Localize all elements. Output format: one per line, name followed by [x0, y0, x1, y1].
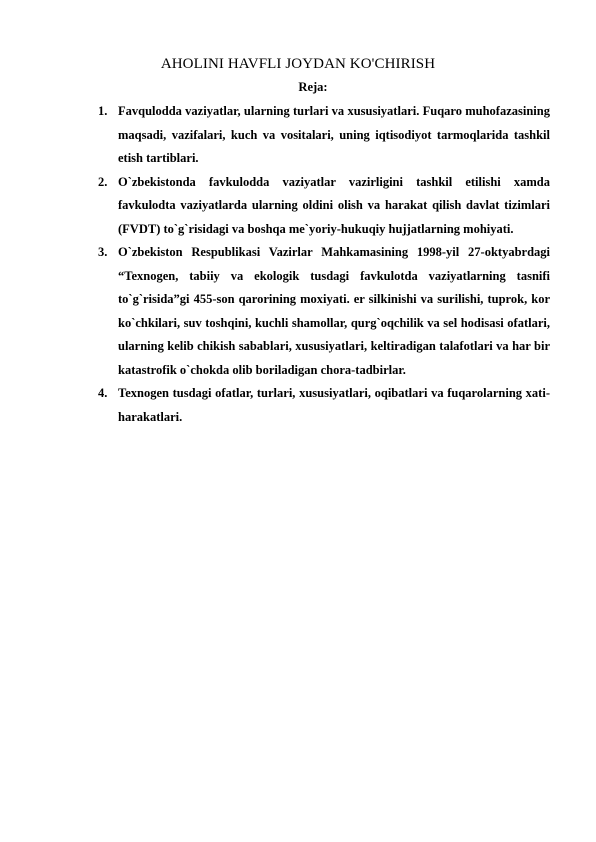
plan-item-text: O`zbekiston Respublikasi Vazirlar Mahkamasining 1998-yil 27-oktyabrdagi “Texnogen, tabiiy va ekologik tusdagi favkulotda vaziyatlarning tasnifi to`g`risida”gi 455-son qarorining moxiyati. er silkinishi va surilishi, tuprok, kor ko`chkilari, suv toshqini, kuchli shamollar, qurg`oqchilik va sel hodisasi ofatlari, ularning kelib chikish sabablari, xususiyatlari, keltiradigan talafotlari va har bir katastrofik o`chokda olib boriladigan chora-tadbirlar. — [118, 245, 550, 377]
plan-item-number: 4. — [98, 386, 108, 400]
plan-item-3 — [86, 241, 550, 382]
plan-item-number: 3. — [98, 245, 108, 259]
plan-item-2 — [86, 171, 550, 242]
plan-item-number: 2. — [98, 174, 108, 189]
document-title: AHOLINI HAVFLI JOYDAN KO'CHIRISH — [160, 56, 436, 72]
plan-item-4 — [86, 382, 550, 429]
plan-item-text: O`zbekistonda favkulodda vaziyatlar vazirligini tashkil etilishi xamda favkulodta vaziyatlarda ularning oldini olish va harakat qilish davlat tizimlari (FVDT) to`g`risidagi va boshqa me`yoriy-hukuqiy hujjatlarning mohiyati. — [118, 174, 550, 236]
plan-item-number: 1. — [98, 104, 108, 118]
plan-list — [86, 100, 550, 429]
plan-item-text: Texnogen tusdagi ofatlar, turlari, xususiyatlari, oqibatlari va fuqarolarning xati-harakatlari. — [118, 386, 550, 424]
plan-heading: Reja: — [298, 80, 328, 94]
plan-item-1 — [86, 100, 550, 171]
plan-item-text: Favqulodda vaziyatlar, ularning turlari va xususiyatlari. Fuqaro muhofazasining maqsadi, vazifalari, kuch va vositalari, uning iqtisodiyot tarmoqlarida tashkil etish tartiblari. — [118, 104, 550, 165]
